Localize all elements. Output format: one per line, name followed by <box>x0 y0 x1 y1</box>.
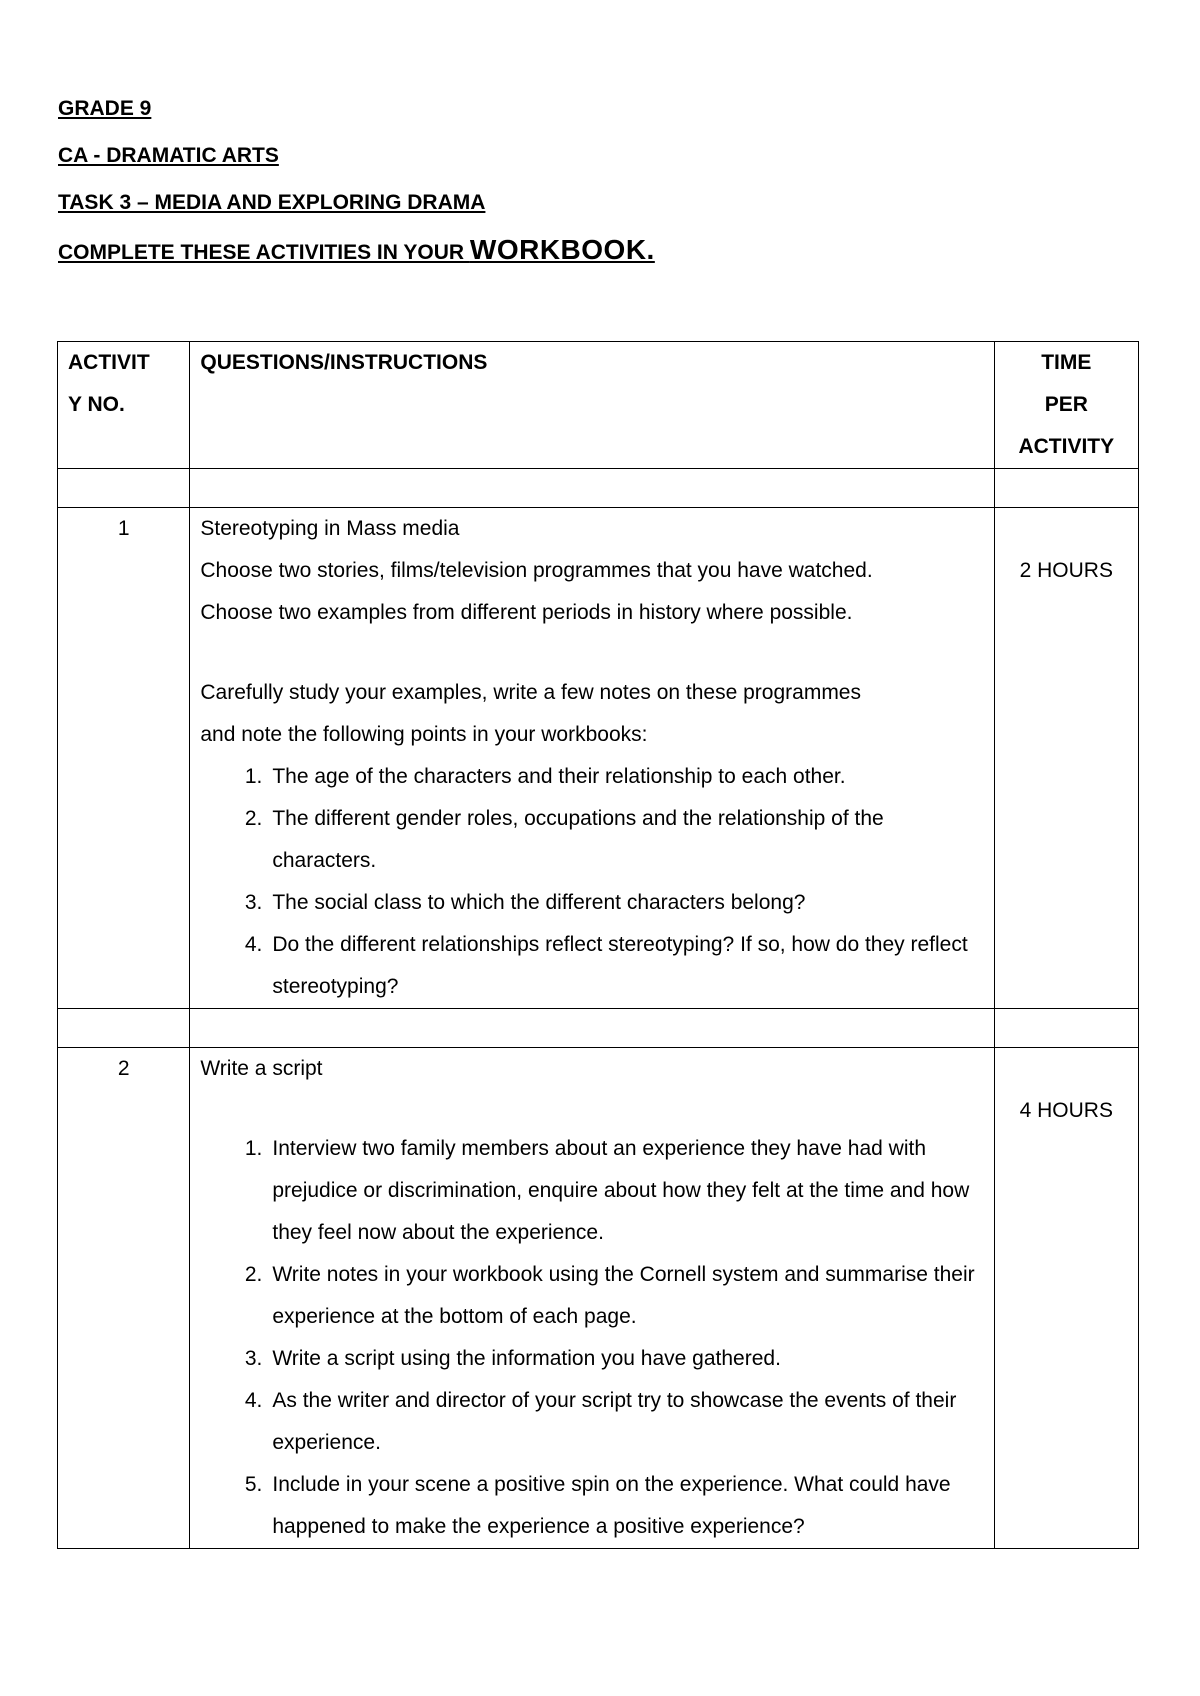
spacer-cell <box>190 1009 994 1048</box>
list-item <box>200 1380 983 1464</box>
intro-line: Choose two examples from different periods in history where possible. <box>200 601 853 624</box>
step-number: 3. <box>244 891 263 914</box>
spacer-cell <box>58 1009 190 1048</box>
table-spacer-row <box>58 469 1139 508</box>
step-number: 5. <box>244 1473 263 1496</box>
step-text: Include in your scene a positive spin on the experience. What could have happened to make the experience a positive experience? <box>272 1473 951 1538</box>
activity-number: 1 <box>58 508 190 1009</box>
step-number: 2. <box>244 1263 263 1286</box>
step-text: The age of the characters and their relationship to each other. <box>272 765 846 788</box>
activity-title: Stereotyping in Mass media <box>200 517 460 540</box>
column-header-activity-no-line2: Y NO. <box>68 393 125 416</box>
step-number: 4. <box>244 1389 263 1412</box>
activity-time: 4 HOURS <box>994 1048 1138 1549</box>
list-item <box>200 1254 983 1338</box>
activities-table <box>57 341 1139 1549</box>
blank-line <box>200 1090 983 1128</box>
intro-line: Choose two stories, films/television programmes that you have watched. <box>200 559 873 582</box>
grade-heading: GRADE 9 <box>58 97 152 120</box>
column-header-time-line2: PER <box>1044 393 1088 416</box>
column-header-activity-no <box>58 342 190 469</box>
step-text: Write a script using the information you have gathered. <box>272 1347 781 1370</box>
instruction-prefix: COMPLETE THESE ACTIVITIES IN YOUR <box>58 241 470 264</box>
step-text: As the writer and director of your script try to showcase the events of their experience. <box>272 1389 957 1454</box>
activity-instructions <box>190 508 994 1009</box>
table-row-activity-1 <box>58 508 1139 1009</box>
blank-line <box>200 634 983 672</box>
step-text: Interview two family members about an experience they have had with prejudice or discrimination, enquire about how they felt at the time and how they feel now about the experience. <box>272 1137 970 1244</box>
column-header-questions: QUESTIONS/INSTRUCTIONS <box>190 342 994 469</box>
step-number: 1. <box>244 1137 263 1160</box>
instruction-heading <box>58 234 655 266</box>
list-item <box>200 756 983 798</box>
activity-title: Write a script <box>200 1057 323 1080</box>
notes-line: and note the following points in your workbooks: <box>200 723 648 746</box>
step-number: 4. <box>244 933 263 956</box>
step-number: 1. <box>244 765 263 788</box>
spacer-cell <box>190 469 994 508</box>
list-item <box>200 882 983 924</box>
column-header-time-line1: TIME <box>1041 351 1092 374</box>
step-number: 2. <box>244 807 263 830</box>
step-text: Do the different relationships reflect stereotyping? If so, how do they reflect stereotyping? <box>272 933 968 998</box>
step-text: Write notes in your workbook using the Cornell system and summarise their experience at the bottom of each page. <box>272 1263 975 1328</box>
activity-instructions <box>190 1048 994 1549</box>
spacer-cell <box>58 469 190 508</box>
spacer-cell <box>994 469 1138 508</box>
table-spacer-row <box>58 1009 1139 1048</box>
column-header-time-line3: ACTIVITY <box>1018 435 1115 458</box>
step-number: 3. <box>244 1347 263 1370</box>
list-item <box>200 924 983 1008</box>
subject-heading: CA - DRAMATIC ARTS <box>58 144 279 167</box>
list-item <box>200 1464 983 1548</box>
task-heading: TASK 3 – MEDIA AND EXPLORING DRAMA <box>58 191 486 214</box>
list-item <box>200 1128 983 1254</box>
column-header-activity-no-line1: ACTIVIT <box>68 351 150 374</box>
table-row-activity-2 <box>58 1048 1139 1549</box>
steps-list <box>200 756 983 1008</box>
activity-time: 2 HOURS <box>994 508 1138 1009</box>
instruction-emphasis: WORKBOOK. <box>469 234 655 265</box>
list-item <box>200 1338 983 1380</box>
spacer-cell <box>994 1009 1138 1048</box>
activity-number: 2 <box>58 1048 190 1549</box>
list-item <box>200 798 983 882</box>
steps-list <box>200 1128 983 1548</box>
column-header-time <box>994 342 1138 469</box>
step-text: The different gender roles, occupations and the relationship of the characters. <box>272 807 884 872</box>
step-text: The social class to which the different characters belong? <box>272 891 806 914</box>
notes-line: Carefully study your examples, write a few notes on these programmes <box>200 681 861 704</box>
table-header-row <box>58 342 1139 469</box>
